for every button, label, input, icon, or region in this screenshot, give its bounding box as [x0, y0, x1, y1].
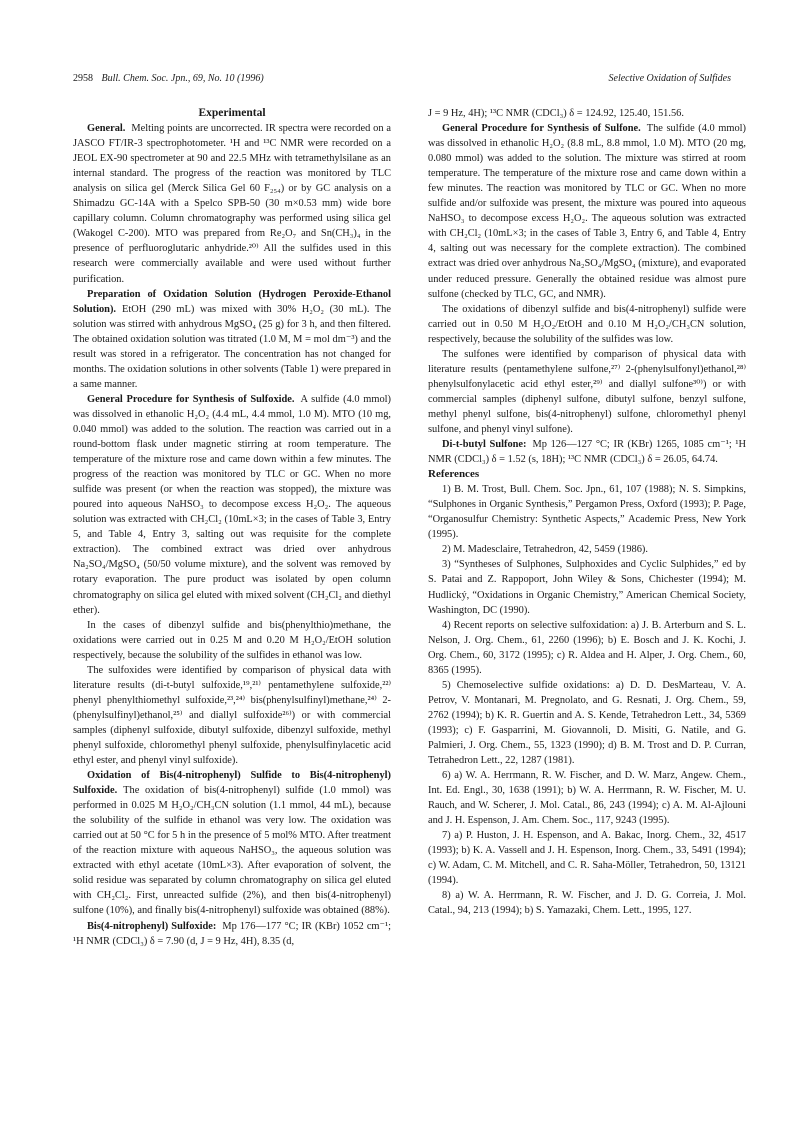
- heading-dtbs: Di-t-butyl Sulfone:: [442, 439, 527, 451]
- paragraph-sulfones-identified: The sulfones were identified by comparison of physical data with literature results (pentamethylene sulfone,²⁷⁾ 2-(phenylsulfonyl)ethanol,²⁸⁾ phenylsulfonylacetic acid ethyl ester,²⁹⁾ and diallyl sulfone³⁰⁾) or with commercial samples (diphenyl sulfone, dibutyl sulfone, benzyl sulfone, methyl phenyl sulfone, bis(4-nitrophenyl) sulfone, chloromethyl phenyl sulfone, and phenyl vinyl sulfone).: [428, 348, 746, 435]
- heading-nitro-oxidation: Oxidation of Bis(4-nitrophenyl) Sulfide to Bis(4-nitrophenyl) Sulfoxide.: [73, 770, 391, 797]
- reference-2: 2) M. Madesclaire, Tetrahedron, 42, 5459 (1986).: [442, 544, 648, 556]
- text-general: Melting points are uncorrected. IR spectra were recorded on a JASCO FT/IR-3 spectrophotometer. ¹H and ¹³C NMR were recorded on a JEOL EX-90 spectrometer at 90 and 22.5 MHz with tetramethylsilane as an internal standard. The progress of the reaction was monitored by TLC analysis on silica gel (Merck Silica Gel 60 F₂₅₄) or by GC analysis on a Shimadzu GC-14A with a Spelco SPB-50 (30 m×0.53 mm) wide bore capillary column. Column chromatography was performed using silica gel (Wakogel C-200). MTO was prepared from Re₂O₇ and Sn(CH₃)₄ in the presence of perfluoroglutaric anhydride.²⁰⁾ All the sulfides used in this research were commercially available and were used without further purification.: [73, 123, 391, 285]
- paragraph-general: [73, 121, 391, 287]
- reference-5: 5) Chemoselective sulfide oxidations: a) D. D. DesMarteau, V. A. Petrov, V. Montanari, M. Pregnolato, and G. Resnati, J. Org. Chem., 59, 2762 (1994); b) K. R. Guertin and A. S. Kende, Tetrahedron Lett., 34, 5369 (1993); c) F. Gasparrini, M. Giovannoli, D. Misiti, G. Natile, and G. Palmieri, J. Org. Chem., 55, 1323 (1990); d) B. M. Trost and D. P. Curran, Tetrahedron Lett., 22, 1287 (1981).: [428, 679, 746, 767]
- paragraph-sulfoxide-procedure: [73, 392, 391, 618]
- paragraph-dibenzyl: In the cases of dibenzyl sulfide and bis(phenylthio)methane, the oxidations were carried out in 0.25 M and 0.20 M H₂O₂/EtOH solution respectively, because the solubility of the sulfides in ethanol was low.: [73, 619, 391, 661]
- journal-citation: Bull. Chem. Soc. Jpn., 69, No. 10 (1996): [101, 73, 264, 84]
- right-column: [428, 106, 746, 919]
- paragraph-nitro-oxidation: [73, 768, 391, 918]
- paragraph-dtbs: [428, 437, 746, 467]
- text-dtbs: Mp 126—127 °C; IR (KBr) 1265, 1085 cm⁻¹; ¹H NMR (CDCl₃) δ = 1.52 (s, 18H); ¹³C NMR (CDCl₃) δ = 26.05, 64.74.: [428, 439, 746, 466]
- section-title-experimental: Experimental: [198, 107, 266, 119]
- text-sulfone-procedure: The sulfide (4.0 mmol) was dissolved in ethanolic H₂O₂ (8.8 mL, 8.8 mmol, 1.0 M). MTO (20 mg, 0.080 mmol) was added to the solution. The mixture was stirred at room temperature. The temperature of the mixture rose and came down within a few minutes. The reaction was monitored by TLC or GC. When no more sulfide and/or sulfoxide was present, the mixture was poured into aqueous NaHSO₃ to decompose excess H₂O₂. The aqueous solution was extracted with CH₂Cl₂ (10mL×3; in the cases of Table 3, Entry 6, and Table 4, Entry 4, salting out was necessary for the complete extraction). The combined extract was dried over anhydrous Na₂SO₄/MgSO₄ (mixture), and evaporated under reduced pressure. Generally the obtained residue was almost pure sulfone (checked by TLC, GC, and NMR).: [428, 123, 747, 300]
- paragraph-preparation: [73, 287, 391, 392]
- reference-8: 8) a) W. A. Herrmann, R. W. Fischer, and J. D. G. Correia, J. Mol. Catal., 94, 213 (1994); b) S. Yamazaki, Chem. Lett., 1995, 127.: [428, 890, 746, 917]
- paragraph-bisnitro-sulfoxide: [73, 919, 391, 949]
- left-column: [73, 106, 391, 949]
- page-number: 2958: [73, 73, 93, 84]
- header-left: [73, 73, 264, 84]
- running-title: Selective Oxidation of Sulfides: [608, 73, 731, 84]
- reference-1: 1) B. M. Trost, Bull. Chem. Soc. Jpn., 61, 107 (1988); N. S. Simpkins, “Sulphones in Organic Synthesis,” Pergamon Press, Oxford (1993); P. Page, “Organosulfur Chemistry: Synthetic Aspects,” Academic Press, New York (1995).: [428, 484, 746, 541]
- paragraph-bisnitro-cont: J = 9 Hz, 4H); ¹³C NMR (CDCl₃) δ = 124.92, 125.40, 151.56.: [428, 108, 684, 119]
- heading-sulfone-procedure: General Procedure for Synthesis of Sulfone.: [442, 123, 641, 135]
- heading-bisnitro-sulfoxide: Bis(4-nitrophenyl) Sulfoxide:: [87, 920, 217, 932]
- text-bisnitro-sulfoxide: Mp 176—177 °C; IR (KBr) 1052 cm⁻¹; ¹H NMR (CDCl₃) δ = 7.90 (d, J = 9 Hz, 4H), 8.35 (d,: [73, 920, 391, 947]
- paragraph-dibenzyl-sulfone: The oxidations of dibenzyl sulfide and bis(4-nitrophenyl) sulfide were carried out in 0.50 M H₂O₂/EtOH and 0.10 M H₂O₂/CH₃CN solution, respectively, because the solubility of the sulfides was low.: [428, 303, 746, 345]
- reference-6: 6) a) W. A. Herrmann, R. W. Fischer, and D. W. Marz, Angew. Chem., Int. Ed. Engl., 30, 1638 (1991); b) W. A. Herrmann, R. W. Fischer, M. U. Rauch, and W. Scherer, J. Mol. Catal., 86, 243 (1994); c) A. M. Al-Ajlouni and J. H. Espenson, J. Am. Chem. Soc., 117, 9243 (1995).: [428, 770, 746, 827]
- reference-4: 4) Recent reports on selective sulfoxidation: a) J. B. Arterburn and S. L. Nelson, J. Org. Chem., 61, 2260 (1996); b) E. Bosch and J. K. Kochi, J. Org. Chem., 60, 3172 (1995); c) R. Aldea and H. Alper, J. Org. Chem., 60, 8365 (1995).: [428, 619, 746, 676]
- text-preparation: EtOH (290 mL) was mixed with 30% H₂O₂ (30 mL). The solution was stirred with anhydrous MgSO₄ (25 g) for 3 h, and then filtered. The obtained oxidation solution was titrated (1.0 M, M = mol dm⁻³) and the result was stored in a refrigerator. The concentration has not changed for months. The oxidation solutions in other solvents (Table 1) were prepared in a same manner.: [73, 303, 391, 390]
- heading-general: General.: [87, 123, 126, 135]
- text-sulfoxide-procedure: A sulfide (4.0 mmol) was dissolved in ethanolic H₂O₂ (4.4 mL, 4.4 mmol, 1.0 M). MTO (10 mg, 0.040 mmol) was added to the solution. The reaction was carried out in a round-bottom flask under magnetic stirring at room temperature. The temperature of the mixture rose and came down within a few minutes. The progress of the reaction was monitored by TLC or GC. When no more sulfide was present (or when the reaction was stopped), the mixture was poured into aqueous NaHSO₃ to decompose excess H₂O₂. The aqueous solution was extracted with CH₂Cl₂ (10mL×3; in the cases of Table 3, Entry 5, and Table 4, Entry 3, salting out was requisite for the complete extraction). The combined extract was dried over anhydrous Na₂SO₄/MgSO₄ (50/50 volume mixture), and the solvent was removed by rotary evaporation. The pure product was isolated by open column chromatography on silica gel eluted with mixed solvent (CH₂Cl₂ and diethyl ether).: [73, 393, 391, 616]
- heading-preparation: Preparation of Oxidation Solution (Hydrogen Peroxide-Ethanol Solution).: [73, 288, 391, 315]
- paragraph-sulfone-procedure: [428, 121, 746, 302]
- reference-3: 3) “Syntheses of Sulphones, Sulphoxides and Cyclic Sulphides,” ed by S. Patai and Z. Rappoport, John Wiley & Sons, Chichester (1994); M. Hudlický, “Oxidations in Organic Chemistry,” American Chemical Society, Washington, DC (1990).: [428, 559, 746, 616]
- text-nitro-oxidation: The oxidation of bis(4-nitrophenyl) sulfide (1.0 mmol) was performed in 0.025 M H₂O₂/CH₃CN solution (1.1 mmol, 44 mL), because the solubility of the sulfide in ethanol was very low. The oxidation was carried out at 50 °C for 5 h in the presence of 5 mol% MTO. After treatment of the reaction mixture with aqueous NaHSO₃, the aqueous solution was extracted with ethyl acetate (10mL×3). After evaporation of solvent, the solid residue was separated by column chromatography on silica gel eluted with CH₂Cl₂. First, unreacted sulfide (2%), and then bis(4-nitrophenyl) sulfone (10%), and finally bis(4-nitrophenyl) sulfoxide was obtained (88%).: [73, 785, 391, 917]
- paragraph-sulfoxides-identified: The sulfoxides were identified by comparison of physical data with literature results (di-t-butyl sulfoxide,¹⁹,²¹⁾ pentamethylene sulfoxide,²²⁾ phenyl phenylthiomethyl sulfoxide,²³,²⁴⁾ bis(phenylsulfinyl)methane,²⁴⁾ 2-(phenylsulfinyl)ethanol,²⁵⁾ and diallyl sulfoxide²⁶⁾) or with commercial samples (diphenyl sulfoxide, dibutyl sulfoxide, dibenzyl sulfoxide, methyl phenyl sulfoxide, chloromethyl phenyl sulfoxide, phenylsulfinylacetic acid ethyl ester, and phenyl vinyl sulfoxide).: [73, 664, 391, 767]
- references-title: References: [428, 468, 480, 481]
- reference-7: 7) a) P. Huston, J. H. Espenson, and A. Bakac, Inorg. Chem., 32, 4517 (1993); b) K. A. Vassell and J. H. Espenson, Inorg. Chem., 33, 5491 (1994); c) W. Adam, C. M. Mitchell, and C. R. Saha-Möller, Tetrahedron, 50, 13121 (1994).: [428, 830, 746, 887]
- running-header: [73, 73, 731, 87]
- heading-sulfoxide-procedure: General Procedure for Synthesis of Sulfoxide.: [87, 393, 295, 405]
